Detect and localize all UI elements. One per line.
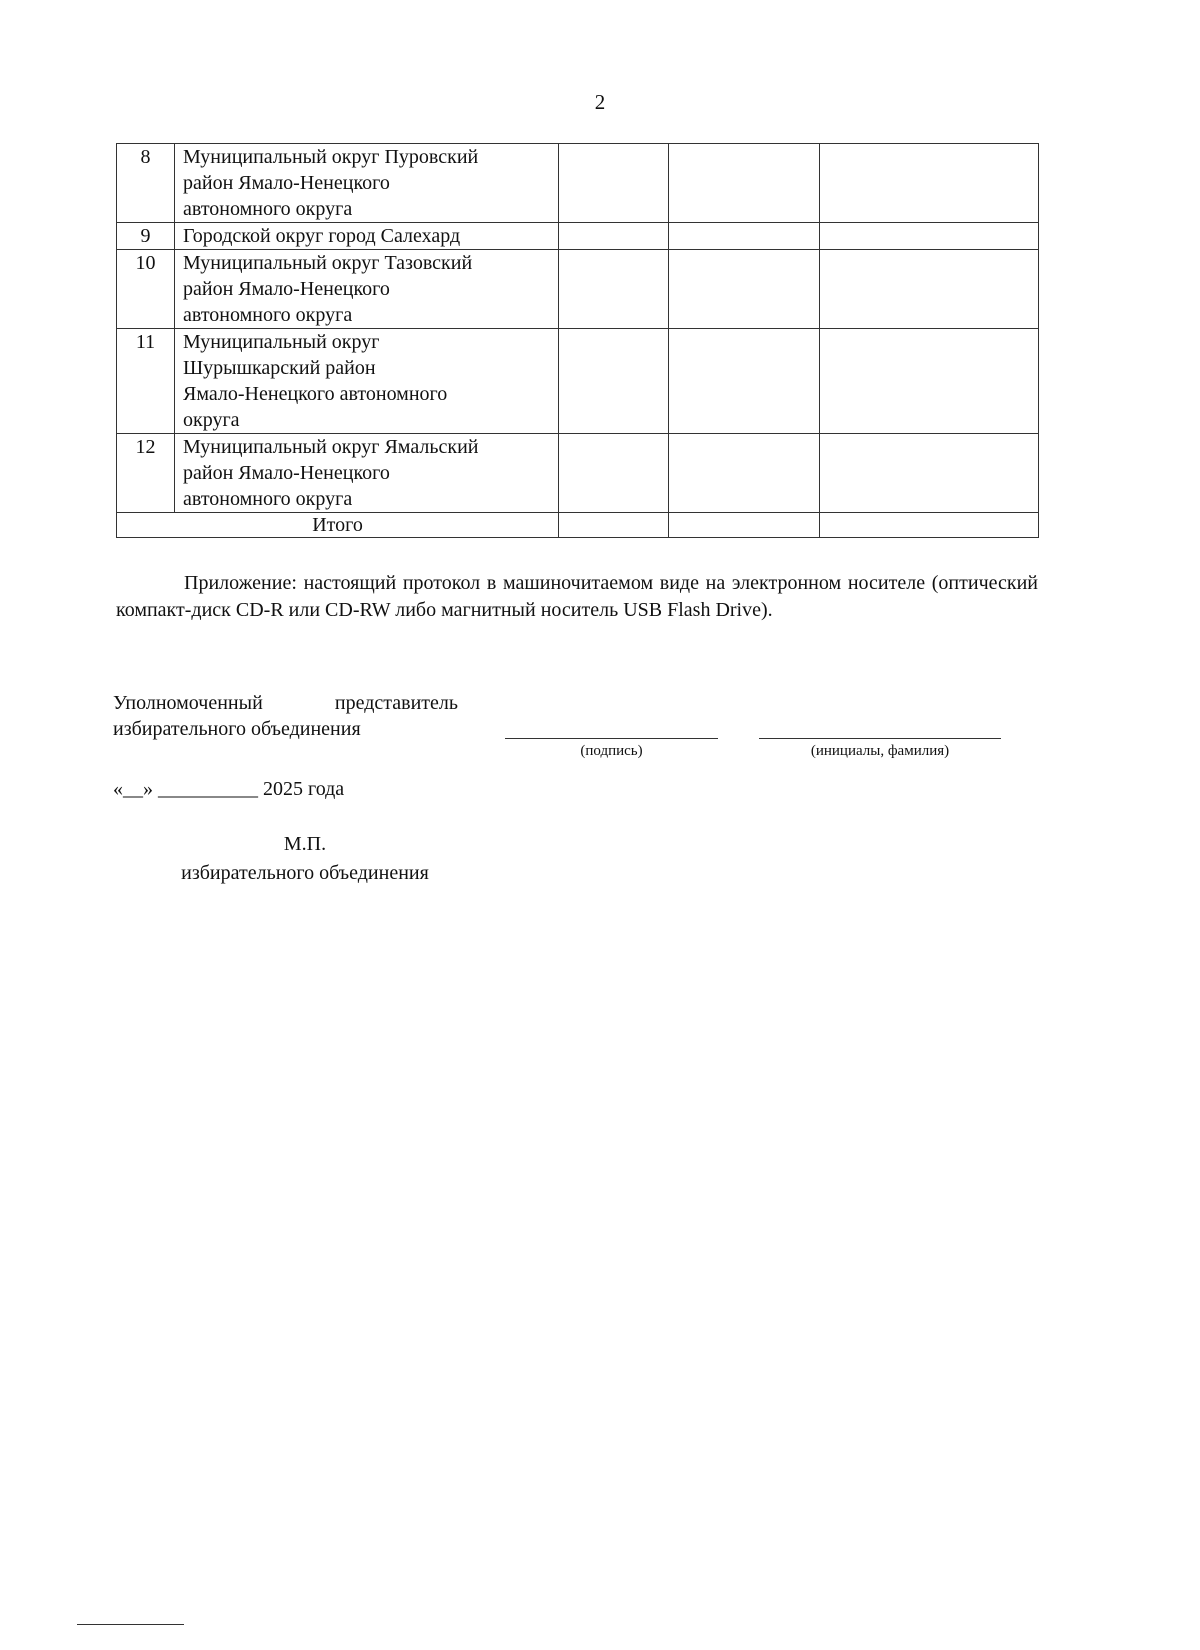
appendix-note: Приложение: настоящий протокол в машиночитаемом виде на электронном носителе (оптический компакт-диск CD-R или CD-RW либо магнитный носитель USB Flash Drive).: [116, 572, 1038, 621]
row-number: 11: [117, 329, 175, 434]
table-row: [117, 329, 1039, 434]
row-number: 10: [117, 250, 175, 329]
stamp-placeholder: [160, 830, 450, 888]
district-name-line: Муниципальный округ Ямальский: [183, 436, 479, 458]
representative-label: [113, 690, 458, 742]
empty-cell: [820, 513, 1039, 538]
empty-cell: [669, 434, 820, 513]
district-name-line: район Ямало-Ненецкого: [183, 462, 390, 484]
empty-cell: [820, 223, 1039, 250]
district-name-line: район Ямало-Ненецкого: [183, 278, 390, 300]
district-name-line: автономного округа: [183, 304, 353, 326]
district-name-line: Шурышкарский район: [183, 357, 376, 379]
district-name-line: Ямало-Ненецкого автономного: [183, 383, 448, 405]
footnote-separator: [77, 1624, 184, 1625]
district-name-line: Муниципальный округ Тазовский: [183, 252, 473, 274]
empty-cell: [820, 434, 1039, 513]
signature-line: [505, 738, 718, 739]
representative-word-1: Уполномоченный: [113, 692, 263, 714]
table-row: [117, 223, 1039, 250]
representative-line-2: избирательного объединения: [113, 718, 361, 740]
empty-cell: [559, 144, 669, 223]
district-name-line: округа: [183, 409, 240, 431]
table-row: [117, 144, 1039, 223]
table-row: [117, 250, 1039, 329]
empty-cell: [559, 250, 669, 329]
signature-caption: (подпись): [580, 743, 643, 759]
empty-cell: [820, 329, 1039, 434]
empty-cell: [820, 250, 1039, 329]
district-name-line: автономного округа: [183, 488, 353, 510]
empty-cell: [669, 223, 820, 250]
empty-cell: [669, 250, 820, 329]
name-line: [759, 738, 1001, 739]
district-name: [175, 434, 559, 513]
stamp-mp: М.П.: [283, 833, 327, 855]
district-name-line: Муниципальный округ Пуровский: [183, 146, 479, 168]
row-number: 12: [117, 434, 175, 513]
district-name: [175, 250, 559, 329]
table-row: [117, 434, 1039, 513]
row-number: 9: [117, 223, 175, 250]
empty-cell: [559, 513, 669, 538]
districts-table: [116, 143, 1039, 538]
page-number: 2: [594, 90, 606, 114]
empty-cell: [820, 144, 1039, 223]
district-name-line: автономного округа: [183, 198, 353, 220]
total-label: Итого: [117, 513, 559, 538]
district-name-line: Городской округ город Салехард: [183, 225, 461, 247]
empty-cell: [669, 513, 820, 538]
empty-cell: [559, 329, 669, 434]
name-caption: (инициалы, фамилия): [810, 743, 950, 759]
district-name: [175, 329, 559, 434]
empty-cell: [669, 329, 820, 434]
total-row: [117, 513, 1039, 538]
empty-cell: [559, 434, 669, 513]
empty-cell: [559, 223, 669, 250]
date-line: «__» __________ 2025 года: [113, 778, 345, 800]
row-number: 8: [117, 144, 175, 223]
stamp-org: избирательного объединения: [181, 862, 429, 884]
district-name: [175, 144, 559, 223]
district-name-line: Муниципальный округ: [183, 331, 380, 353]
representative-word-2: представитель: [334, 692, 458, 714]
empty-cell: [669, 144, 820, 223]
district-name: [175, 223, 559, 250]
district-name-line: район Ямало-Ненецкого: [183, 172, 390, 194]
